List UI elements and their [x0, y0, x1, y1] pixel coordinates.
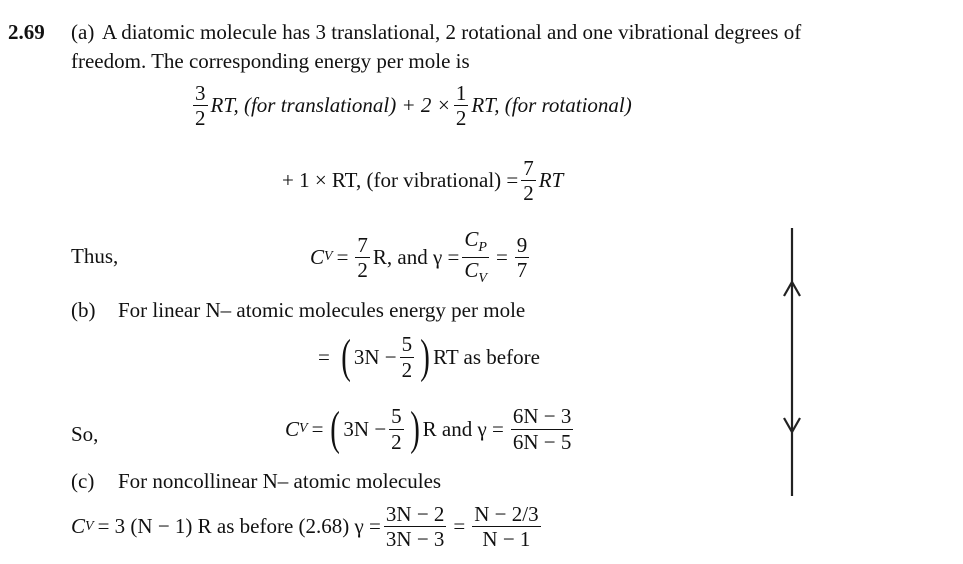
right-paren: )	[420, 330, 430, 383]
cv-subscript: V	[324, 249, 333, 265]
fraction-nine-sevenths	[515, 234, 530, 281]
equation-text: RT, (for translational) + 2 ×	[210, 93, 451, 118]
fraction-denominator	[462, 258, 489, 287]
fraction-denominator: 3N − 3	[385, 527, 445, 552]
part-a-line2: freedom. The corresponding energy per mole is	[71, 49, 470, 73]
equation-text: RT as before	[433, 344, 540, 369]
equation-cv-gamma-linear	[285, 402, 576, 455]
fraction-denominator: 2	[357, 257, 368, 282]
equals-sign: =	[495, 244, 508, 269]
cp-subscript: P	[478, 240, 487, 255]
fraction-gamma-noncollinear-1	[384, 503, 447, 550]
fraction-one-half	[454, 82, 469, 129]
equation-text: RT, (for rotational)	[471, 93, 632, 118]
cv-subscript: V	[85, 518, 94, 534]
fraction-numerator: 7	[357, 232, 368, 257]
part-b-label: (b)	[71, 298, 96, 322]
cp-symbol: C	[464, 227, 479, 251]
equation-cv-gamma-noncollinear	[71, 503, 544, 550]
fraction-numerator: 6N − 3	[512, 404, 572, 429]
fraction-numerator: 1	[455, 81, 467, 105]
equals-sign: =	[318, 344, 330, 369]
equals-sign: =	[453, 514, 466, 539]
fraction-denominator: 6N − 5	[512, 429, 572, 454]
left-paren: (	[330, 402, 341, 455]
part-c-line1: For noncollinear N– atomic molecules	[118, 469, 442, 493]
fraction-seven-halves	[355, 234, 370, 281]
fraction-numerator: N − 2/3	[474, 502, 539, 526]
equation-text: 3N −	[343, 416, 387, 441]
equation-text: + 1 × RT, (for vibrational) =	[282, 168, 519, 193]
equation-text: R, and γ =	[372, 244, 460, 269]
cv-symbol: C	[71, 514, 86, 539]
fraction-seven-halves	[521, 157, 536, 204]
fraction-denominator: 2	[391, 429, 402, 454]
part-b-line1: For linear N– atomic molecules energy per mole	[118, 298, 526, 322]
cv-subscript: V	[478, 270, 487, 286]
fraction-gamma-noncollinear-2	[472, 503, 540, 550]
fraction-gamma-linear	[511, 405, 574, 452]
equation-text: R and γ =	[422, 416, 504, 441]
fraction-denominator: 2	[523, 181, 534, 206]
fraction-numerator: 3	[195, 81, 206, 105]
fraction-denominator: N − 1	[482, 527, 531, 552]
equation-energy-vibrational	[282, 157, 563, 204]
vertical-arrow-line	[780, 228, 804, 500]
equals-sign: =	[336, 244, 349, 269]
cv-symbol: C	[285, 416, 300, 441]
equation-text: 3N −	[353, 344, 397, 369]
problem-number: 2.69	[8, 20, 45, 44]
fraction-three-halves	[193, 82, 208, 129]
thus-label: Thus,	[71, 244, 119, 268]
equals-sign: =	[311, 416, 324, 441]
left-paren: (	[341, 330, 351, 383]
part-a-line1: A diatomic molecule has 3 translational, 2 rotational and one vibrational degrees of	[102, 20, 802, 44]
cv-symbol: C	[310, 244, 325, 269]
fraction-numerator: 7	[523, 156, 534, 180]
fraction-five-halves	[389, 405, 404, 452]
fraction-denominator: 2	[195, 106, 206, 131]
fraction-numerator: 9	[516, 232, 528, 257]
fraction-denominator: 7	[516, 257, 528, 282]
fraction-five-halves	[400, 333, 415, 380]
fraction-denominator: 2	[401, 357, 413, 382]
fraction-denominator: 2	[455, 106, 467, 131]
fraction-numerator: 3N − 2	[385, 502, 445, 526]
equation-energy-linear	[318, 330, 540, 383]
fraction-cp-over-cv	[462, 228, 489, 286]
fraction-numerator	[462, 228, 489, 258]
equation-energy-translational-rotational	[190, 82, 632, 129]
fraction-numerator: 5	[401, 332, 413, 357]
equation-cv-gamma-diatomic	[310, 228, 532, 286]
cv-symbol: C	[464, 257, 479, 282]
cv-subscript: V	[299, 421, 308, 436]
part-c-label: (c)	[71, 469, 95, 493]
part-a-label: (a)	[71, 20, 95, 44]
equation-text: RT	[538, 168, 564, 193]
fraction-numerator: 5	[391, 404, 402, 429]
so-label: So,	[71, 422, 99, 446]
right-paren: )	[409, 402, 420, 455]
equation-text: = 3 (N − 1) R as before (2.68) γ =	[97, 514, 381, 539]
